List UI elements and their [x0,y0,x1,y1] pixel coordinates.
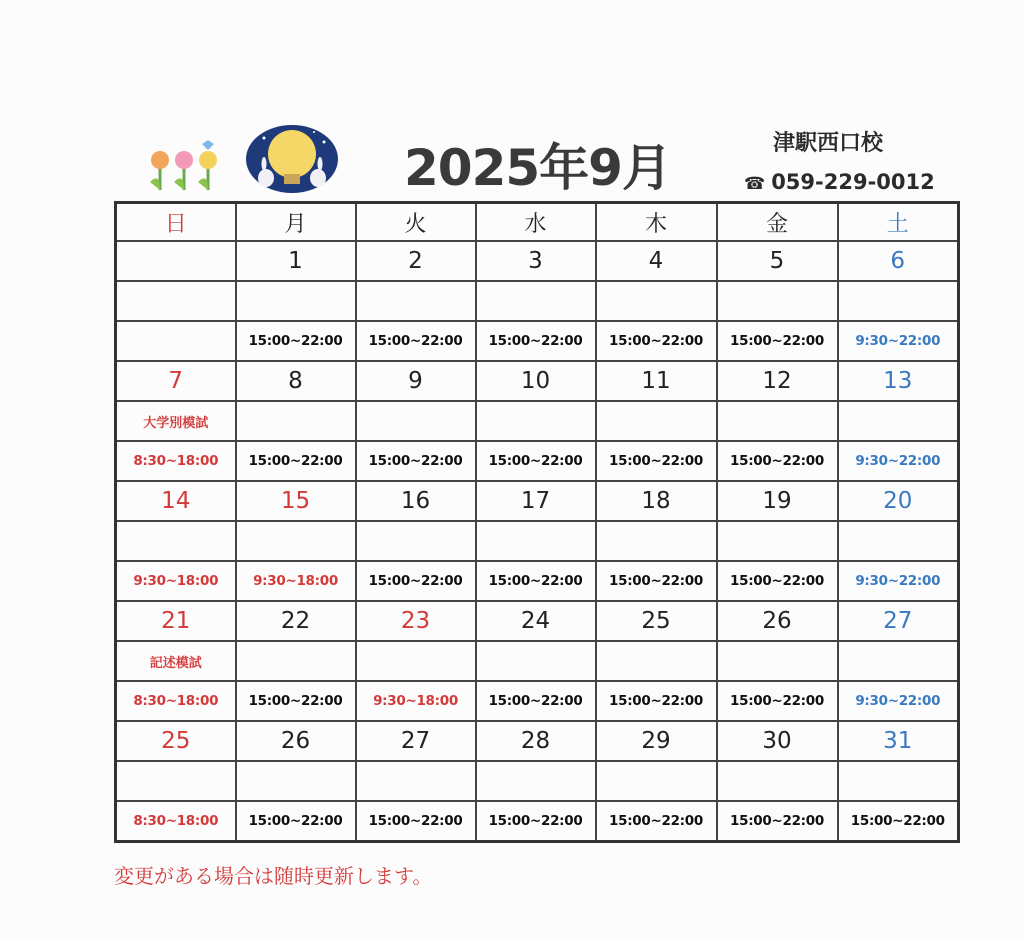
event-cell [717,761,838,801]
hours-cell: 15:00~22:00 [476,561,596,601]
date-cell: 5 [717,241,838,281]
date-cell: 9 [356,361,476,401]
week-3-dates [116,481,959,521]
event-cell [596,761,717,801]
week-4-events [116,641,959,681]
page-title: 2025年9月 [404,139,671,197]
hours-cell: 15:00~22:00 [596,681,717,721]
weekday-header-row [116,203,959,242]
event-cell [236,521,356,561]
moon-rabbits-icon [244,124,340,194]
event-cell [717,281,838,321]
date-cell: 28 [476,721,596,761]
date-cell: 24 [476,601,596,641]
calendar-table [114,201,960,843]
hours-cell: 15:00~22:00 [717,561,838,601]
date-cell: 12 [717,361,838,401]
date-cell: 14 [116,481,236,521]
date-cell: 20 [838,481,959,521]
hours-cell: 8:30~18:00 [116,681,236,721]
date-cell: 8 [236,361,356,401]
date-cell: 2 [356,241,476,281]
event-cell [838,761,959,801]
tulip-flowers-icon [146,138,226,192]
telephone-icon: ☎ [744,174,766,194]
hours-cell: 8:30~18:00 [116,801,236,842]
hours-cell: 9:30~22:00 [838,681,959,721]
hours-cell: 15:00~22:00 [476,321,596,361]
date-cell: 15 [236,481,356,521]
hours-cell: 15:00~22:00 [236,441,356,481]
event-cell [476,521,596,561]
hours-cell: 15:00~22:00 [356,321,476,361]
week-5-events [116,761,959,801]
event-cell [236,281,356,321]
hours-cell: 9:30~18:00 [116,561,236,601]
phone-number-text: 059-229-0012 [771,170,935,194]
date-cell: 22 [236,601,356,641]
date-cell: 1 [236,241,356,281]
weekday-friday: 金 [717,203,838,242]
phone-number [744,170,935,194]
event-cell [476,761,596,801]
event-cell [116,521,236,561]
event-cell [596,281,717,321]
event-cell [476,281,596,321]
event-cell [717,641,838,681]
hours-cell: 15:00~22:00 [236,801,356,842]
school-name: 津駅西口校 [773,131,884,156]
hours-cell: 15:00~22:00 [717,441,838,481]
date-cell: 21 [116,601,236,641]
week-2-dates [116,361,959,401]
date-cell: 4 [596,241,717,281]
week-5-dates [116,721,959,761]
hours-cell: 15:00~22:00 [356,441,476,481]
date-cell: 3 [476,241,596,281]
date-cell: 30 [717,721,838,761]
event-cell [356,761,476,801]
hours-cell [116,321,236,361]
hours-cell: 9:30~22:00 [838,561,959,601]
event-cell [838,641,959,681]
event-cell [717,401,838,441]
date-cell: 27 [356,721,476,761]
date-cell [116,241,236,281]
update-notice: 変更がある場合は随時更新します。 [114,864,433,888]
event-cell [356,521,476,561]
event-cell [116,281,236,321]
weekday-wednesday: 水 [476,203,596,242]
event-cell [596,401,717,441]
hours-cell: 15:00~22:00 [356,801,476,842]
date-cell: 11 [596,361,717,401]
hours-cell: 15:00~22:00 [596,561,717,601]
hours-cell: 9:30~18:00 [356,681,476,721]
hours-cell: 15:00~22:00 [356,561,476,601]
hours-cell: 15:00~22:00 [596,321,717,361]
event-cell [116,761,236,801]
hours-cell: 15:00~22:00 [476,441,596,481]
hours-cell: 15:00~22:00 [596,441,717,481]
event-cell [476,401,596,441]
week-3-events [116,521,959,561]
event-cell [476,641,596,681]
date-cell: 16 [356,481,476,521]
week-4-dates [116,601,959,641]
hours-cell: 9:30~22:00 [838,321,959,361]
week-1-events [116,281,959,321]
hours-cell: 15:00~22:00 [717,801,838,842]
event-cell [596,521,717,561]
hours-cell: 15:00~22:00 [596,801,717,842]
week-4-hours [116,681,959,721]
date-cell: 19 [717,481,838,521]
event-cell [236,641,356,681]
hours-cell: 15:00~22:00 [236,321,356,361]
event-cell [838,281,959,321]
date-cell: 7 [116,361,236,401]
week-1-dates [116,241,959,281]
event-cell [356,401,476,441]
hours-cell: 15:00~22:00 [717,681,838,721]
date-cell: 23 [356,601,476,641]
event-cell [838,521,959,561]
date-cell: 25 [116,721,236,761]
hours-cell: 15:00~22:00 [476,801,596,842]
date-cell: 6 [838,241,959,281]
date-cell: 26 [236,721,356,761]
hours-cell: 15:00~22:00 [717,321,838,361]
date-cell: 18 [596,481,717,521]
event-cell [236,761,356,801]
hours-cell: 15:00~22:00 [476,681,596,721]
date-cell: 10 [476,361,596,401]
calendar-header [0,0,1024,200]
date-cell: 31 [838,721,959,761]
hours-cell: 15:00~22:00 [838,801,959,842]
date-cell: 17 [476,481,596,521]
event-cell [356,281,476,321]
week-5-hours [116,801,959,842]
weekday-monday: 月 [236,203,356,242]
date-cell: 26 [717,601,838,641]
event-cell [356,641,476,681]
weekday-saturday: 土 [838,203,959,242]
weekday-sunday: 日 [116,203,236,242]
hours-cell: 8:30~18:00 [116,441,236,481]
week-2-hours [116,441,959,481]
hours-cell: 9:30~22:00 [838,441,959,481]
week-2-events [116,401,959,441]
week-3-hours [116,561,959,601]
hours-cell: 15:00~22:00 [236,681,356,721]
date-cell: 29 [596,721,717,761]
weekday-tuesday: 火 [356,203,476,242]
date-cell: 25 [596,601,717,641]
event-cell [236,401,356,441]
event-cell: 大学別模試 [116,401,236,441]
event-cell [838,401,959,441]
hours-cell: 9:30~18:00 [236,561,356,601]
week-1-hours [116,321,959,361]
event-cell [717,521,838,561]
date-cell: 13 [838,361,959,401]
date-cell: 27 [838,601,959,641]
event-cell: 記述模試 [116,641,236,681]
event-cell [596,641,717,681]
weekday-thursday: 木 [596,203,717,242]
